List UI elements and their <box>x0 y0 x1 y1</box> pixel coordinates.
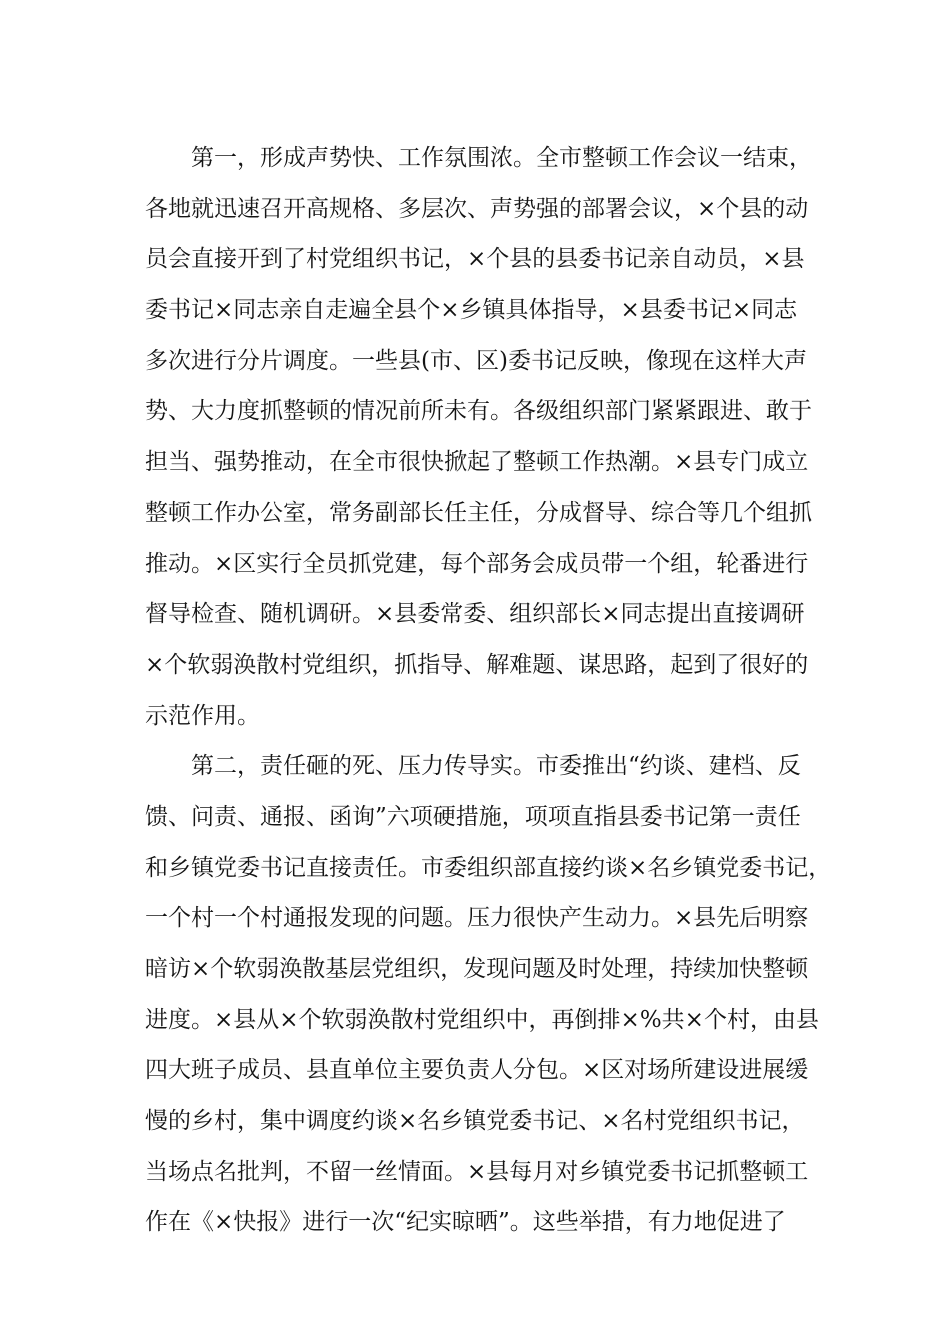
text-line: 四大班子成员、县直单位主要负责人分包。×区对场所建设进展缓 <box>145 1057 809 1084</box>
text-line: 第一，形成声势快、工作氛围浓。全市整顿工作会议一结束， <box>191 145 812 171</box>
text-line: 示范作用。 <box>145 702 260 729</box>
text-line: 慢的乡村，集中调度约谈×名乡镇党委书记、×名村党组织书记， <box>145 1108 805 1135</box>
paragraph-2 <box>145 741 832 1248</box>
text-line: 员会直接开到了村党组织书记，×个县的县委书记亲自动员，×县 <box>145 246 805 273</box>
text-line: 整顿工作办公室，常务副部长任主任，分成督导、综合等几个组抓 <box>145 499 812 526</box>
text-line: 馈、问责、通报、函询”六项硬措施，项项直指县委书记第一责任 <box>145 803 801 830</box>
text-line: 作在《×快报》进行一次“纪实晾晒”。这些举措，有力地促进了 <box>145 1209 786 1236</box>
text-line: 推动。×区实行全员抓党建，每个部务会成员带一个组，轮番进行 <box>145 550 809 577</box>
text-line: 多次进行分片调度。一些县(市、区)委书记反映，像现在这样大声 <box>145 347 807 374</box>
text-line: 担当、强势推动，在全市很快掀起了整顿工作热潮。×县专门成立 <box>145 449 809 476</box>
text-line: 督导检查、随机调研。×县委常委、组织部长×同志提出直接调研 <box>145 601 805 628</box>
text-line: 委书记×同志亲自走遍全县个×乡镇具体指导，×县委书记×同志 <box>145 297 798 324</box>
text-line: 一个村一个村通报发现的问题。压力很快产生动力。×县先后明察 <box>145 905 809 932</box>
text-line: 当场点名批判，不留一丝情面。×县每月对乡镇党委书记抓整顿工 <box>145 1158 809 1185</box>
text-line: 第二，责任砸的死、压力传导实。市委推出“约谈、建档、反 <box>191 753 801 780</box>
text-line: 进度。×县从×个软弱涣散村党组织中，再倒排×%共×个村，由县 <box>145 1006 819 1033</box>
text-line: 势、大力度抓整顿的情况前所未有。各级组织部门紧紧跟进、敢于 <box>145 398 812 425</box>
text-line: ×个软弱涣散村党组织，抓指导、解难题、谋思路，起到了很好的 <box>145 651 809 678</box>
text-line: 暗访×个软弱涣散基层党组织，发现问题及时处理，持续加快整顿 <box>145 956 809 982</box>
text-line: 各地就迅速召开高规格、多层次、声势强的部署会议，×个县的动 <box>145 195 809 222</box>
text-line: 和乡镇党委书记直接责任。市委组织部直接约谈×名乡镇党委书记， <box>145 854 832 881</box>
paragraph-1 <box>145 133 815 741</box>
document-body <box>145 133 832 1248</box>
